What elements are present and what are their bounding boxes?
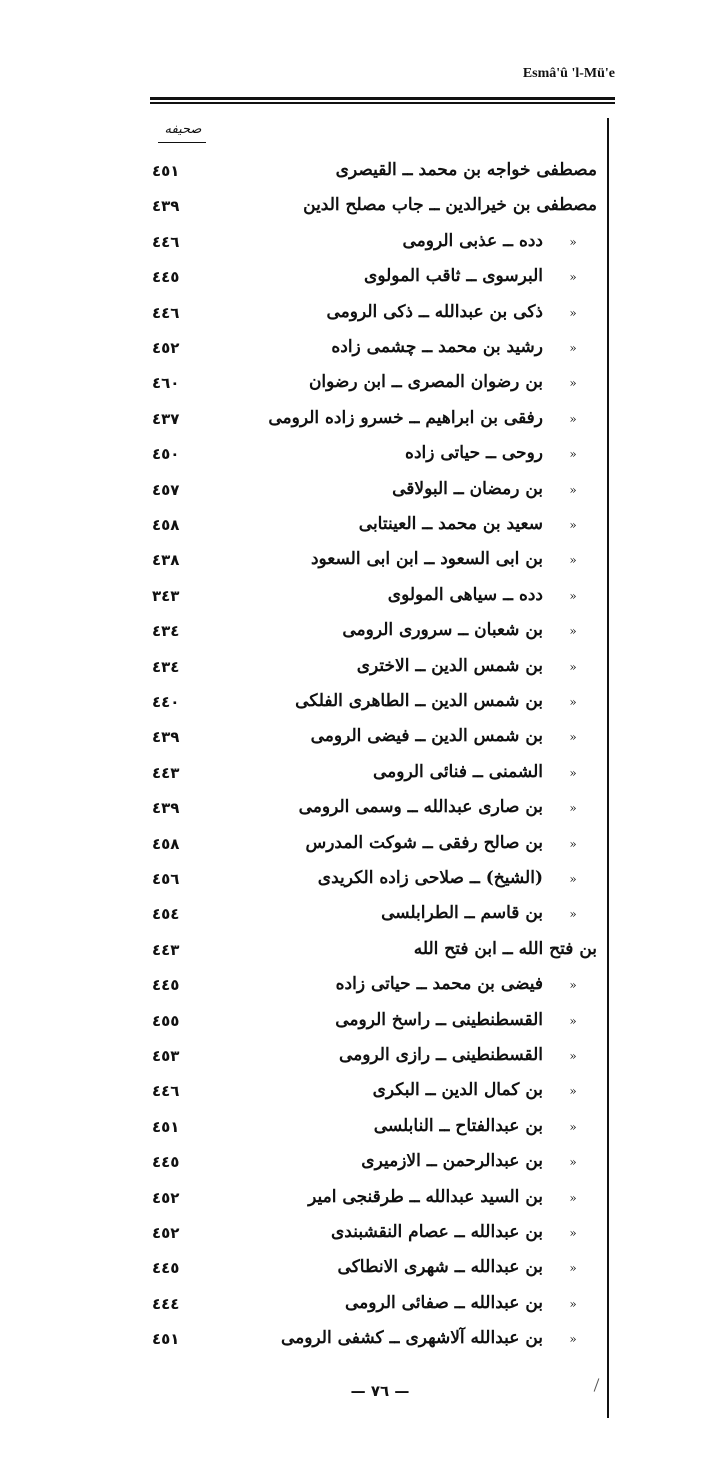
page-reference: ٤٤٦ [152, 303, 180, 322]
entry-name: بن السيد عبدالله ــ طرقنجى امير [308, 1186, 543, 1207]
index-entry [0, 549, 703, 579]
ditto-mark: » [569, 730, 577, 745]
index-entry [0, 903, 703, 933]
index-entry [0, 1010, 703, 1040]
index-entry [0, 974, 703, 1004]
ditto-mark: » [569, 1332, 577, 1347]
index-entry [0, 1187, 703, 1217]
entry-name: بن ابى السعود ــ ابن ابى السعود [310, 549, 543, 570]
page-reference: ٤٥٤ [152, 905, 180, 924]
page-reference: ٤٣٧ [152, 409, 180, 428]
ditto-mark: » [569, 1155, 577, 1170]
entry-name: بن شمس الدين ــ الطاهرى الفلكى [295, 691, 543, 711]
entry-name: بن عبدالله آلاشهرى ــ كشفى الرومى [280, 1328, 543, 1349]
entry-name: القسطنطينى ــ رازى الرومى [338, 1045, 543, 1065]
page-reference: ٤٥١ [152, 162, 180, 180]
ditto-mark: » [569, 518, 577, 532]
entry-name: بن عبدالفتاح ــ النابلسى [373, 1115, 543, 1136]
page-reference: ٤٥٨ [152, 516, 180, 534]
ditto-mark: » [569, 907, 577, 922]
index-entry [0, 372, 703, 402]
index-entry [0, 1328, 703, 1358]
index-entry [0, 1257, 703, 1287]
ditto-mark: » [569, 376, 577, 391]
index-entry [0, 1080, 703, 1110]
ditto-mark: » [569, 341, 577, 355]
index-entry [0, 337, 703, 367]
page-reference: ٤٥٢ [152, 1224, 180, 1242]
page-reference: ٤٤٥ [152, 976, 180, 995]
page-reference: ٤٤٠ [152, 693, 180, 711]
index-entry [0, 514, 703, 544]
index-entry [0, 1045, 703, 1075]
index-entry [0, 691, 703, 721]
page-reference: ٤٦٠ [152, 374, 180, 393]
entry-name: بن صالح رفقى ــ شوكت المدرس [305, 832, 543, 853]
entry-name: بن قاسم ــ الطرابلسى [381, 903, 543, 924]
index-entry [0, 1222, 703, 1252]
entry-name: (الشيخ) ــ صلاحى زاده الكريدى [317, 868, 543, 888]
ditto-mark: » [569, 411, 577, 426]
ditto-mark: » [569, 482, 577, 497]
entry-name: بن شمس الدين ــ فيضى الرومى [310, 726, 543, 747]
entry-name: البرسوى ــ ثاقب المولوى [364, 266, 543, 287]
page-reference: ٤٥٣ [152, 1047, 180, 1065]
entry-name: دده ــ عذبى الرومى [402, 230, 543, 251]
entry-name: بن عبدالله ــ شهرى الانطاكى [337, 1257, 543, 1278]
index-entry [0, 266, 703, 296]
index-entry [0, 408, 703, 438]
page-reference: ٤٣٩ [152, 197, 180, 216]
entry-name: بن عبدالله ــ عصام النقشبندى [330, 1222, 543, 1242]
page-reference: ٤٤٣ [152, 940, 180, 959]
index-entry [0, 939, 703, 969]
index-entry [0, 443, 703, 473]
ditto-mark: » [569, 801, 577, 816]
margin-mark [594, 1378, 600, 1391]
page-reference: ٤٥٦ [152, 870, 180, 888]
ditto-mark: » [569, 447, 577, 462]
index-entry [0, 160, 703, 190]
index-entry [0, 302, 703, 332]
entry-name: بن كمال الدين ــ البكرى [372, 1080, 543, 1101]
page-reference: ٤٥٢ [152, 1188, 180, 1207]
page-reference: ٤٥١ [152, 1117, 180, 1136]
ditto-mark: » [569, 1190, 577, 1205]
page-reference: ٤٥٠ [152, 445, 180, 464]
ditto-mark: » [569, 978, 577, 993]
ditto-mark: » [569, 624, 577, 639]
ditto-mark: » [569, 1296, 577, 1311]
index-entry [0, 656, 703, 686]
page-reference: ٤٤٦ [152, 232, 180, 251]
ditto-mark: » [569, 1226, 577, 1240]
ditto-mark: » [569, 270, 577, 285]
entry-name: بن رضوان المصرى ــ ابن رضوان [308, 372, 543, 393]
column-header-underline [158, 142, 206, 143]
index-entry [0, 585, 703, 615]
entry-name: بن شعبان ــ سرورى الرومى [342, 620, 543, 641]
ditto-mark: » [569, 1261, 577, 1276]
page-column-header: صحيفه [164, 122, 202, 137]
entry-name: دده ــ سياهى المولوى [387, 584, 543, 605]
entry-name: بن عبدالله ــ صفائى الرومى [344, 1292, 543, 1313]
index-entry [0, 726, 703, 756]
entry-name: فيضى بن محمد ــ حياتى زاده [335, 974, 543, 995]
page-reference: ٣٤٣ [152, 586, 180, 605]
ditto-mark: » [569, 305, 577, 320]
page-reference: ٤٥٥ [152, 1011, 180, 1030]
ditto-mark: » [569, 836, 577, 851]
page-reference: ٤٣٩ [152, 728, 180, 747]
page-reference: ٤٣٤ [152, 622, 180, 641]
entry-name: مصطفى خواجه بن محمد ــ القيصرى [335, 160, 597, 180]
ditto-mark: » [569, 1119, 577, 1134]
header-rule [150, 97, 615, 100]
header-rule-secondary [150, 102, 615, 104]
page-reference: ٤٤٦ [152, 1082, 180, 1101]
entry-name: بن فتح الله ــ ابن فتح الله [413, 938, 597, 959]
page-reference: ٤٣٨ [152, 551, 180, 570]
page-reference: ٤٤٤ [152, 1294, 180, 1313]
page-reference: ٤٣٩ [152, 799, 180, 818]
index-entry [0, 762, 703, 792]
index-entry [0, 195, 703, 225]
ditto-mark: » [569, 1049, 577, 1063]
index-entry [0, 868, 703, 898]
index-entry [0, 1116, 703, 1146]
ditto-mark: » [569, 234, 577, 249]
ditto-mark: » [569, 659, 577, 674]
entry-name: سعيد بن محمد ــ العينتابى [358, 514, 543, 534]
page-reference: ٤٣٤ [152, 657, 180, 676]
page-reference: ٤٥٨ [152, 834, 180, 853]
entry-name: بن صارى عبدالله ــ وسمى الرومى [298, 797, 543, 818]
ditto-mark: » [569, 553, 577, 568]
index-entry [0, 231, 703, 261]
page-reference: ٤٤٥ [152, 1259, 180, 1278]
index-entry [0, 1293, 703, 1323]
page-reference: ٤٤٥ [152, 1153, 180, 1172]
page-reference: ٤٤٣ [152, 763, 180, 782]
index-entry [0, 797, 703, 827]
ditto-mark: » [569, 1013, 577, 1028]
entry-name: الشمنى ــ فنائى الرومى [372, 761, 543, 782]
page-reference: ٤٥٢ [152, 339, 180, 357]
running-title: Esmâ'û 'l-Mü'e [522, 66, 615, 81]
index-entry [0, 620, 703, 650]
page-number: — ٧٦ — [350, 1382, 410, 1400]
ditto-mark: » [569, 588, 577, 603]
entry-name: رشيد بن محمد ــ چشمى زاده [331, 337, 543, 357]
entry-name: القسطنطينى ــ راسخ الرومى [335, 1009, 543, 1030]
ditto-mark: » [569, 765, 577, 780]
entry-name: مصطفى بن خيرالدين ــ جاب مصلح الدين [303, 195, 597, 216]
entry-name: بن شمس الدين ــ الاخترى [356, 655, 543, 676]
page-reference: ٤٥٧ [152, 480, 180, 499]
ditto-mark: » [569, 1084, 577, 1099]
ditto-mark: » [569, 872, 577, 886]
index-entry [0, 1151, 703, 1181]
entry-name: بن رمضان ــ البولاقى [392, 478, 543, 499]
entry-name: روحى ــ حياتى زاده [405, 443, 543, 464]
entry-name: ذكى بن عبدالله ــ ذكى الرومى [326, 301, 543, 322]
ditto-mark: » [569, 695, 577, 709]
page-reference: ٤٥١ [152, 1330, 180, 1349]
entry-name: بن عبدالرحمن ــ الازميرى [361, 1151, 543, 1172]
page-reference: ٤٤٥ [152, 268, 180, 287]
entry-name: رفقى بن ابراهيم ــ خسرو زاده الرومى [268, 407, 543, 428]
index-entry [0, 833, 703, 863]
index-entry [0, 479, 703, 509]
